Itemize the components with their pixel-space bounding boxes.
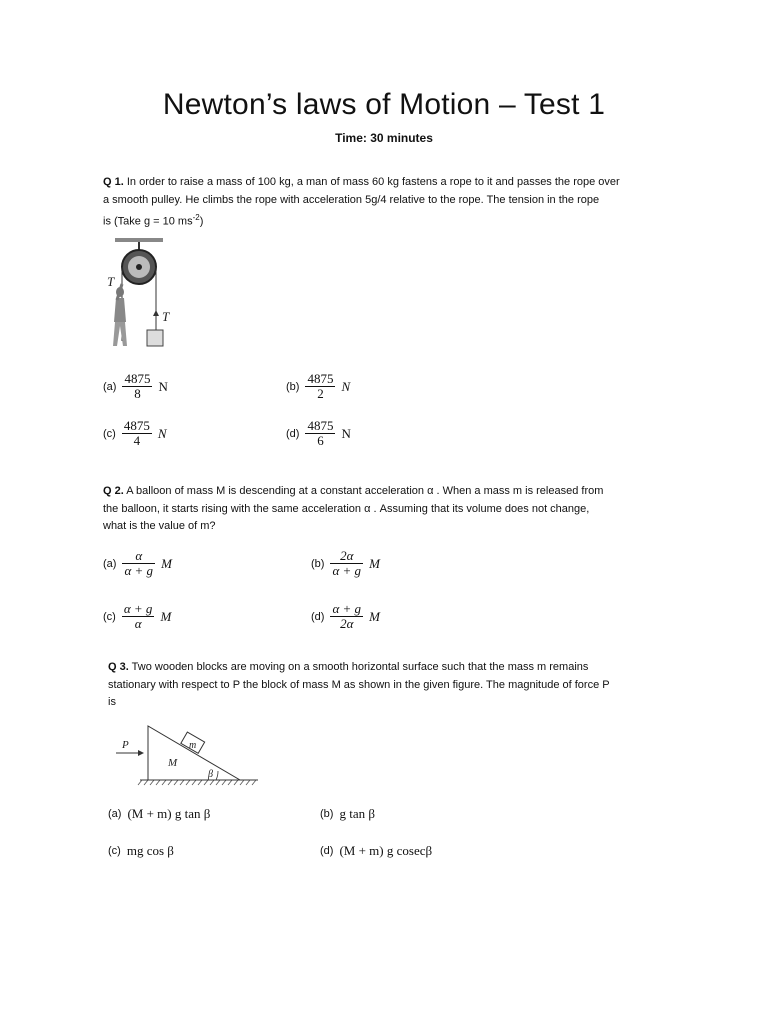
suffix: M <box>369 555 380 571</box>
question-1-line-1: In order to raise a mass of 100 kg, a man of mass 60 kg fastens a rope to it and passes the rope over <box>126 176 620 188</box>
wedge-block <box>148 726 240 780</box>
numerator: 2α <box>340 548 354 563</box>
denominator: 2α <box>330 616 363 631</box>
angle-label: β <box>208 769 213 780</box>
fraction <box>305 419 335 448</box>
tension-label-right: T <box>162 309 170 324</box>
fraction <box>122 372 152 401</box>
pulley-figure <box>105 236 185 354</box>
unit: N <box>341 425 351 441</box>
question-3 <box>108 659 678 712</box>
option-label: (d) <box>311 610 325 623</box>
numerator: α + g <box>123 601 153 616</box>
hanging-mass <box>147 330 163 346</box>
fraction <box>122 602 155 631</box>
q1-option-c[interactable] <box>103 419 167 448</box>
fraction <box>330 602 363 631</box>
big-block-label: M <box>168 757 178 769</box>
question-3-line-3: is <box>108 696 116 708</box>
denominator: α + g <box>332 563 362 578</box>
question-2-line-1: A balloon of mass M is descending at a constant acceleration α . When a mass m is released from <box>126 485 604 497</box>
fraction <box>330 549 363 578</box>
force-arrowhead <box>138 750 144 756</box>
question-2-label: Q 2. <box>103 485 124 497</box>
option-label: (b) <box>286 380 300 393</box>
suffix: M <box>369 608 380 624</box>
q2-option-b[interactable] <box>311 549 380 578</box>
denominator: 2 <box>305 386 335 401</box>
unit: N <box>157 425 167 441</box>
option-label: (c) <box>103 427 116 440</box>
wedge-figure <box>112 722 260 788</box>
numerator: 4875 <box>307 418 334 433</box>
suffix: M <box>161 555 172 571</box>
denominator: α <box>122 616 155 631</box>
q2-option-c[interactable] <box>103 602 171 631</box>
option-label: (a) <box>103 380 117 393</box>
question-1-close-paren: ) <box>199 215 204 228</box>
option-label: (b) <box>320 808 334 820</box>
question-1 <box>103 174 673 231</box>
question-1-line-2: a smooth pulley. He climbs the rope with acceleration 5g/4 relative to the rope. The tension in the rope <box>103 193 600 206</box>
tension-arrowhead <box>153 310 159 316</box>
ground-hatching <box>138 780 256 785</box>
fraction <box>122 549 155 578</box>
numerator: α <box>135 548 143 563</box>
option-label: (a) <box>108 808 122 820</box>
question-3-line-1: Two wooden blocks are moving on a smooth horizontal surface such that the mass m remains <box>131 661 589 673</box>
q3-option-d[interactable] <box>320 843 432 859</box>
q1-option-b[interactable] <box>286 372 350 401</box>
question-1-line-3: is (Take g = 10 ms <box>103 215 193 228</box>
q3-option-b[interactable] <box>320 806 375 822</box>
fraction <box>305 372 335 401</box>
q1-option-d[interactable] <box>286 419 351 448</box>
q2-option-d[interactable] <box>311 602 380 631</box>
option-label: (c) <box>108 845 121 857</box>
numerator: 4875 <box>307 371 334 386</box>
option-expression: mg cos β <box>126 843 174 858</box>
question-1-superscript: -2 <box>192 213 200 222</box>
option-label: (c) <box>103 610 116 623</box>
q3-option-a[interactable] <box>108 806 210 822</box>
denominator: 8 <box>122 386 152 401</box>
option-label: (d) <box>286 427 300 440</box>
small-block-label: m <box>189 740 197 751</box>
question-3-line-2: stationary with respect to P the block of mass M as shown in the given figure. The magnitude of force P <box>108 678 610 691</box>
pulley-ceiling <box>115 238 163 242</box>
option-expression: g tan β <box>339 806 375 821</box>
option-label: (a) <box>103 557 117 570</box>
option-expression: (M + m) g tan β <box>127 806 211 821</box>
unit: N <box>158 378 168 394</box>
q3-option-c[interactable] <box>108 843 174 859</box>
question-1-label: Q 1. <box>103 176 124 188</box>
climbing-man-image <box>113 284 127 346</box>
question-2-line-3: what is the value of m? <box>103 520 216 532</box>
option-label: (d) <box>320 845 334 857</box>
tension-label-left: T <box>107 274 115 289</box>
q2-option-a[interactable] <box>103 549 172 578</box>
unit: N <box>341 378 351 394</box>
numerator: 4875 <box>124 371 151 386</box>
force-label: P <box>122 739 129 751</box>
page-subtitle: Time: 30 minutes <box>335 131 433 145</box>
suffix: M <box>160 608 172 624</box>
question-2-line-2: the balloon, it starts rising with the same acceleration α . Assuming that its volume does not change, <box>103 502 590 515</box>
denominator: α + g <box>124 563 154 578</box>
page-title: Newton’s laws of Motion – Test 1 <box>162 88 606 121</box>
q1-option-a[interactable] <box>103 372 168 401</box>
denominator: 6 <box>305 433 335 448</box>
option-label: (b) <box>311 557 325 570</box>
fraction <box>122 419 152 448</box>
option-expression: (M + m) g cosecβ <box>339 843 433 858</box>
pulley-axle <box>136 264 142 270</box>
question-3-label: Q 3. <box>108 661 129 673</box>
question-2 <box>103 483 673 536</box>
numerator: 4875 <box>123 418 150 433</box>
numerator: α + g <box>332 601 362 616</box>
denominator: 4 <box>122 433 152 448</box>
